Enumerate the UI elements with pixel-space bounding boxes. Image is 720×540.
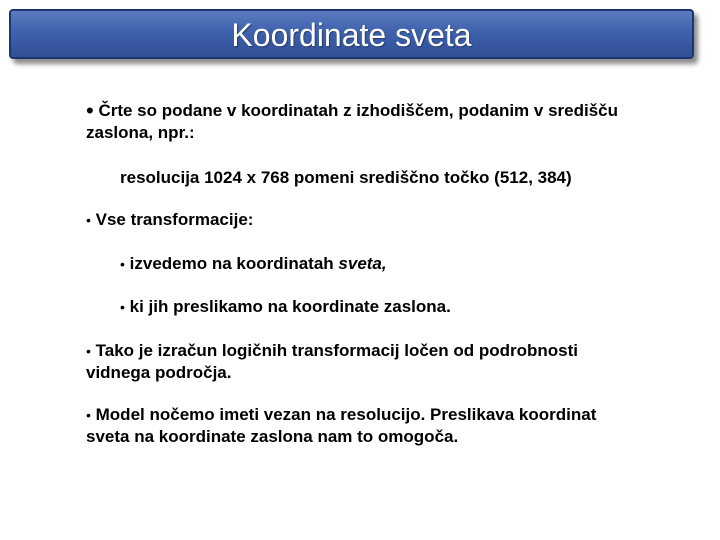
- bullet-glyph: •: [120, 256, 125, 272]
- bullet-4-line-2: sveta na koordinate zaslona nam to omogoča.: [86, 427, 459, 446]
- bullet-2-text: Vse transformacije:: [95, 210, 254, 229]
- bullet-3-line-2: vidnega področja.: [86, 363, 232, 382]
- bullet-1: [86, 100, 618, 144]
- sub-bullet-1-text: izvedemo na koordinatah: [129, 254, 339, 273]
- bullet-1-line-2: zaslona, npr.:: [86, 123, 195, 142]
- bullet-glyph: •: [86, 212, 91, 228]
- sub-bullet-2-text: ki jih preslikamo na koordinate zaslona.: [129, 297, 451, 316]
- example-text: resolucija 1024 x 768 pomeni središčno točko (512, 384): [120, 168, 572, 187]
- bullet-2: [86, 209, 253, 231]
- example-line: [120, 167, 572, 189]
- bullet-3: [86, 340, 578, 384]
- sub-bullet-1-italic: sveta,: [338, 254, 387, 273]
- bullet-4-line-1: Model nočemo imeti vezan na resolucijo. Preslikava koordinat: [95, 405, 597, 424]
- bullet-4: [86, 404, 596, 448]
- bullet-glyph: •: [86, 407, 91, 423]
- bullet-1-line-1: Črte so podane v koordinatah z izhodiščem, podanim v središču: [98, 101, 618, 120]
- sub-bullet-1: [120, 253, 387, 275]
- bullet-glyph: •: [120, 299, 125, 315]
- bullet-glyph: •: [86, 343, 91, 359]
- sub-bullet-2: [120, 296, 451, 318]
- bullet-glyph: •: [86, 98, 94, 123]
- bullet-3-line-1: Tako je izračun logičnih transformacij ločen od podrobnosti: [95, 341, 578, 360]
- slide-title: Koordinate sveta: [231, 17, 472, 53]
